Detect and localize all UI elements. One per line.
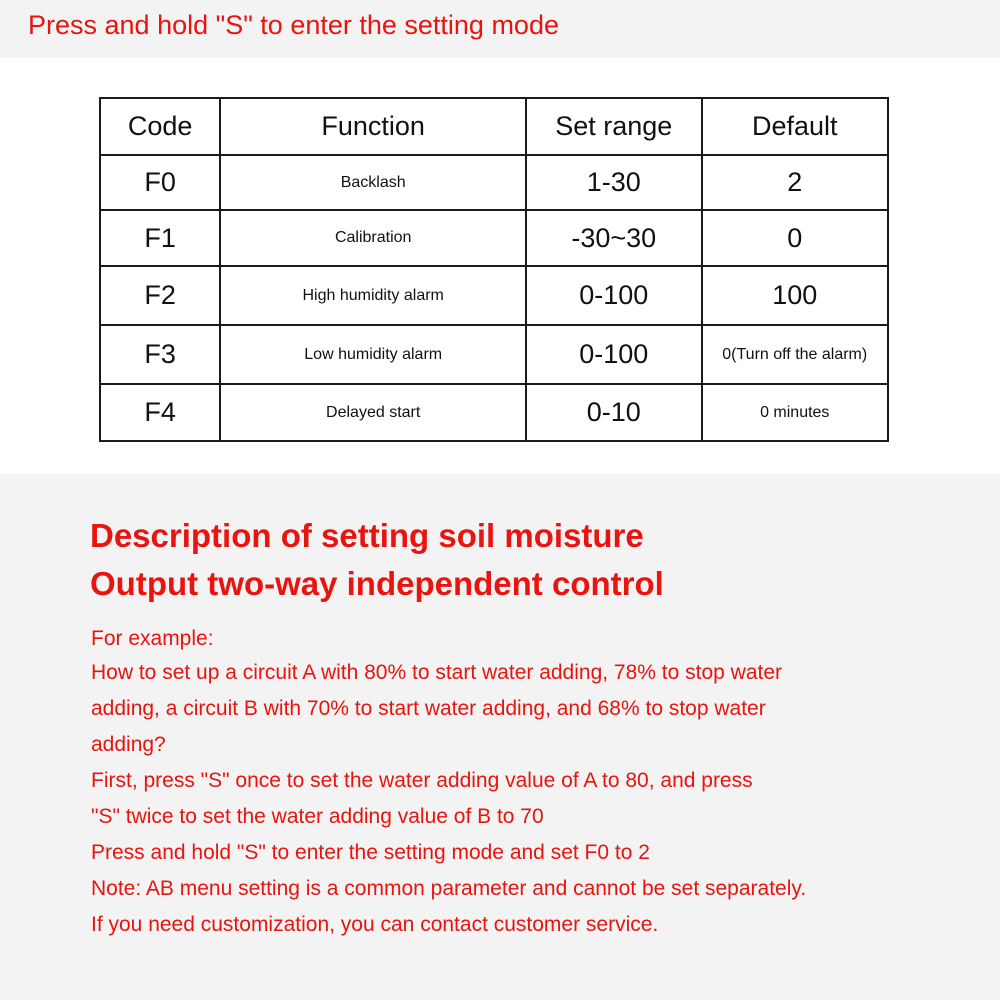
cell-function: Backlash	[220, 155, 526, 210]
header-function: Function	[220, 98, 526, 155]
cell-default: 2	[702, 155, 889, 210]
cell-code: F0	[100, 155, 220, 210]
settings-table	[99, 97, 889, 442]
page-title: Press and hold "S" to enter the setting mode	[28, 10, 559, 40]
cell-code: F2	[100, 266, 220, 325]
cell-code: F3	[100, 325, 220, 384]
header-set-range: Set range	[526, 98, 701, 155]
header-code: Code	[100, 98, 220, 155]
table-row	[100, 325, 888, 384]
section-heading-secondary: Output two-way independent control	[90, 565, 664, 602]
description-line: "S" twice to set the water adding value of B to 70	[91, 805, 544, 828]
description-line: adding, a circuit B with 70% to start water adding, and 68% to stop water	[91, 697, 766, 720]
cell-range: 0-100	[526, 325, 701, 384]
description-line: How to set up a circuit A with 80% to start water adding, 78% to stop water	[91, 661, 783, 684]
table-row	[100, 266, 888, 325]
description-line: adding?	[91, 733, 166, 756]
cell-code: F1	[100, 210, 220, 266]
cell-default: 100	[702, 266, 889, 325]
cell-function: High humidity alarm	[220, 266, 526, 325]
table-row	[100, 155, 888, 210]
description-line: Press and hold "S" to enter the setting mode and set F0 to 2	[91, 841, 650, 864]
description-line: First, press "S" once to set the water adding value of A to 80, and press	[91, 769, 753, 792]
cell-function: Delayed start	[220, 384, 526, 441]
description-line: If you need customization, you can contact customer service.	[91, 913, 659, 936]
description-line: Note: AB menu setting is a common parameter and cannot be set separately.	[91, 877, 807, 900]
cell-range: 1-30	[526, 155, 701, 210]
cell-function: Low humidity alarm	[220, 325, 526, 384]
table-row	[100, 384, 888, 441]
table-row	[100, 210, 888, 266]
cell-default: 0	[702, 210, 889, 266]
cell-default: 0(Turn off the alarm)	[702, 325, 889, 384]
cell-function: Calibration	[220, 210, 526, 266]
section-heading-primary: Description of setting soil moisture	[90, 517, 644, 554]
description-line: For example:	[91, 627, 214, 650]
cell-range: -30~30	[526, 210, 701, 266]
cell-default: 0 minutes	[702, 384, 889, 441]
cell-range: 0-10	[526, 384, 701, 441]
header-default: Default	[702, 98, 889, 155]
cell-code: F4	[100, 384, 220, 441]
cell-range: 0-100	[526, 266, 701, 325]
table-header-row	[100, 98, 888, 155]
